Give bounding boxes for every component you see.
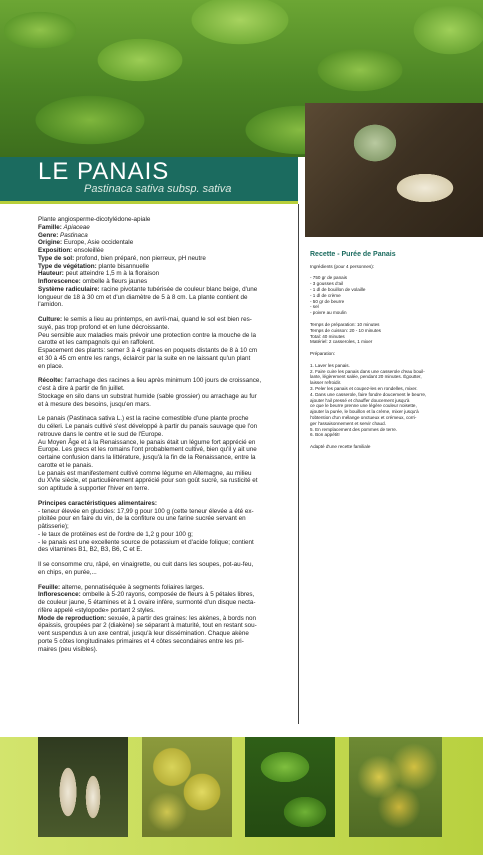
nutrition-line: - le taux de protéines est de l'ordre de 1,2 g pour 100 g; [38, 530, 193, 538]
nutrition-line: - teneur élevée en glucides: 17,99 g pour 100 g (cette teneur élevée a été ex- [38, 507, 254, 515]
reproduction-label: Mode de reproduction: [38, 614, 107, 622]
ingredient-item: - 3 gousses d'ail [310, 281, 344, 287]
recipe-footer: Adapté d'une recette familiale [310, 444, 371, 450]
intro-section [38, 216, 292, 309]
step-line: 4. Dans une casserole, faire fondre doucement le beurre, [310, 391, 427, 397]
step-line: ajouter l'ail pressé et chauffer doucement jusqu'à [310, 397, 410, 403]
ingredient-item: - 50 gr de beurre [310, 298, 345, 304]
step-line: 2. Faire cuire les panais dans une casserole d'eau bouil- [310, 368, 425, 374]
botany-line: rifère appelé «stylopode» portant 2 styles. [38, 606, 155, 614]
nutrition-line: - le panais est une excellente source de potassium et d'acide folique; contient [38, 538, 254, 546]
botany-line: épaissis, groupées par 2 (diakène) se séparant à maturité, tout en restant sou- [38, 622, 257, 630]
recolte-section: Récolte: l'arrachage des racines a lieu après minimum 100 jours de croissance, c'est à dire à partir de fin juillet. Stockage en silo dans un substrat humide (sable grossier) ou arrachage au fur et à mesure des besoins, jusqu'en mars. [38, 377, 292, 408]
history-line: retrouve dans le centre et le sud de l'Europe. [38, 430, 164, 438]
recolte-line: Stockage en silo dans un substrat humide (sable grossier) ou arrachage au fur [38, 392, 257, 400]
column-divider [298, 204, 299, 724]
recipe-steps [310, 351, 478, 438]
nutrition-line: pâtisserie); [38, 523, 69, 530]
recipe-title: Recette - Purée de Panais [310, 251, 396, 258]
parsnip-root-photo [305, 103, 483, 237]
leaves-photo [245, 737, 335, 837]
culture-line: et 30 à 45 cm entre les rangs, éclaircir par la suite en ne laissant qu'un plant [38, 354, 251, 362]
steps-title: Préparation: [310, 351, 336, 357]
culture-line: carotte et les campagnols qui en raffolent. [38, 339, 155, 347]
step-line: ger l'assaisonnement et servir chaud. [310, 420, 386, 426]
botany-line: porte 5 côtes longitudinales primaires et 4 côtes secondaires entre les pri- [38, 637, 244, 645]
botany-line: maires (peu visibles). [38, 645, 98, 653]
time-line: Total: 40 minutes [310, 333, 345, 339]
botany-line: de couleur jaune, 5 étamines et à 1 ovaire infère, surmonté d'un disque necta- [38, 599, 256, 606]
step-line: laisser refroidir. [310, 380, 342, 386]
intro-line: l'amidon. [38, 301, 64, 309]
intro-line: Origine: Europe, Asie occidentale [38, 239, 134, 247]
consumption-line: en chips, en purée,... [38, 568, 97, 576]
culture-line: suyé, pas trop profond et en lune décroissante. [38, 323, 170, 331]
recipe-panel [310, 252, 478, 450]
intro-line: Plante angiosperme-dicotylédone-apiale [38, 216, 151, 223]
nutrition-line: des vitamines B1, B2, B3, B6, C et E. [38, 546, 143, 554]
ingredient-item: - 1 dl de bouillon de volaille [310, 286, 366, 292]
step-line: 5. En remplacement des pommes de terre. [310, 426, 398, 432]
history-line: son aptitude à supporter l'hiver en terre. [38, 485, 150, 492]
ingredient-item: - 1 dl de crème [310, 292, 341, 298]
parsnip-roots-photo [38, 737, 128, 837]
title-underline [0, 201, 298, 204]
time-line: Temps de cuisson: 20 - 10 minutes [310, 327, 381, 333]
botany-line: vent suspendus à un axe central, jusqu'à leur dissémination. Chaque akène [38, 630, 249, 637]
culture-line: Espacement des plants: semer 3 à 4 graines en poquets distants de 8 à 10 cm [38, 347, 258, 354]
history-line: du céleri. Le panais cultivé s'est développé à partir du panais sauvage que l'on [38, 423, 258, 430]
step-line: ajouter la purée, le bouillon et la crème, mixer jusqu'à [310, 409, 419, 415]
culture-line: Peu sensible aux maladies mais prévoir une protection contre la mouche de la [38, 331, 257, 339]
intro-line: longueur de 18 à 30 cm et d'un diamètre de 5 à 8 cm. La plante contient de [38, 293, 248, 301]
main-text [38, 216, 292, 660]
recolte-line: et à mesure des besoins, jusqu'en mars. [38, 400, 151, 408]
history-line: Le panais est manifestement cultivé comme légume en Allemagne, au milieu [38, 469, 252, 477]
intro-line: Système radiculaire: racine pivotante tubérisée de couleur blanc beige, d'une [38, 285, 258, 293]
history-line: carotte et le panais. [38, 461, 93, 469]
history-section [38, 415, 292, 493]
culture-line: en place. [38, 362, 64, 370]
intro-line: Exposition: ensoleillée [38, 247, 104, 254]
page-subtitle: Pastinaca sativa subsp. sativa [84, 183, 232, 195]
intro-line: Type de végétation: plante bisannuelle [38, 262, 150, 270]
step-line: l'obtention d'un mélange onctueux et crémeux, corri- [310, 414, 417, 420]
leaf-label: Feuille: [38, 583, 61, 591]
history-line: Europe. Les grecs et les romains l'ont probablement cultivé, bien qu'il y ait une [38, 446, 257, 454]
nutrition-label: Principes caractéristiques alimentaires: [38, 499, 157, 507]
nutrition-section [38, 500, 292, 554]
time-line: Matériel: 2 casseroles, 1 mixer [310, 339, 373, 345]
step-line: lante, légèrement salée, pendant 20 minutes. Égoutter, [310, 374, 422, 380]
recipe-times [310, 322, 478, 345]
consumption-section [38, 561, 292, 577]
history-line: du XVIe siècle, et particulièrement apprécié pour son goût sucré, sa rusticité et [38, 477, 258, 485]
recolte-label: Récolte: [38, 377, 63, 385]
step-line: 3. Peler les panais et coupez-les en rondelles, mixer. [310, 385, 418, 391]
consumption-line: Il se consomme cru, râpé, en vinaigrette, ou cuit dans les soupes, pot-au-feu, [38, 561, 254, 568]
intro-line: Inflorescence: ombelle à fleurs jaunes [38, 278, 148, 285]
culture-label: Culture: [38, 316, 63, 323]
intro-line: Genre: Pastinaca [38, 231, 88, 239]
ingredients [310, 264, 478, 316]
ingredient-item: - 750 gr de panais [310, 275, 348, 281]
nutrition-line: ploitée pour en faire du vin, de la confiture ou une farine sucrée servant en [38, 515, 246, 523]
history-line: Au Moyen Âge et à la Renaissance, le panais était un légume fort apprécié en [38, 438, 256, 446]
step-line: 6. Bon appétit! [310, 432, 340, 438]
inflorescence-label: Inflorescence: [38, 591, 81, 599]
culture-section: Culture: le semis a lieu au printemps, en avril-mai, quand le sol est bien res- suyé, pas trop profond et en lune décroissante. Peu sensible aux maladies mais prévoir une protection contre la mouche de la carotte et les campagnols qui en raffolent. Espacement des plants: semer 3 à 4 graines en poquets distants de 8 à 10 cm et 30 à 45 cm entre les rangs, éclaircir par la suite en ne laissant qu'un plant en place. [38, 316, 292, 370]
step-line: 1. Laver les panais. [310, 362, 350, 368]
recolte-line: c'est à dire à partir de fin juillet. [38, 385, 125, 392]
intro-line: Type de sol: profond, bien préparé, non pierreux, pH neutre [38, 254, 206, 262]
intro-line: Hauteur: peut atteindre 1,5 m à la floraison [38, 270, 160, 278]
ingredient-item: - poivre au moulin [310, 310, 347, 316]
ingredients-title: Ingrédients (pour 4 personnes): [310, 263, 375, 269]
history-line: Le panais (Pastinaca sativa L.) est la racine comestible d'une plante proche [38, 415, 249, 423]
page-title: LE PANAIS [38, 158, 170, 185]
botany-section: Feuille: alterne, pennatiséquée à segments foliaires larges. Inflorescence: ombelle à 5-20 rayons, composée de fleurs à 5 pétales libres, de couleur jaune, 5 étamines et à 1 ovaire infère, surmonté d'un disque necta- rifère appelé «stylopode» portant 2 styles. Mode de reproduction: sexuée, à partir des graines: les akènes, à bords non épaissis, groupées par 2 (diakène) se séparant à maturité, tout en restant sou- vent suspendus à un axe central, jusqu'à leur dissémination. Chaque akène porte 5 côtes longitudinales primaires et 4 côtes secondaires entre les pri- maires (peu visibles). [38, 584, 292, 654]
intro-line: Famille: Apiaceae [38, 223, 90, 231]
time-line: Temps de préparation: 10 minutes [310, 321, 380, 327]
yellow-umbel-photo [142, 737, 232, 837]
flowering-field-photo [349, 737, 442, 837]
ingredient-item: - sel [310, 304, 319, 310]
history-line: certaine confusion dans la littérature, jusqu'à la fin de la Renaissance, entre la [38, 454, 256, 461]
step-line: ce que le beurre prenne une légère couleur noisette, [310, 403, 417, 409]
